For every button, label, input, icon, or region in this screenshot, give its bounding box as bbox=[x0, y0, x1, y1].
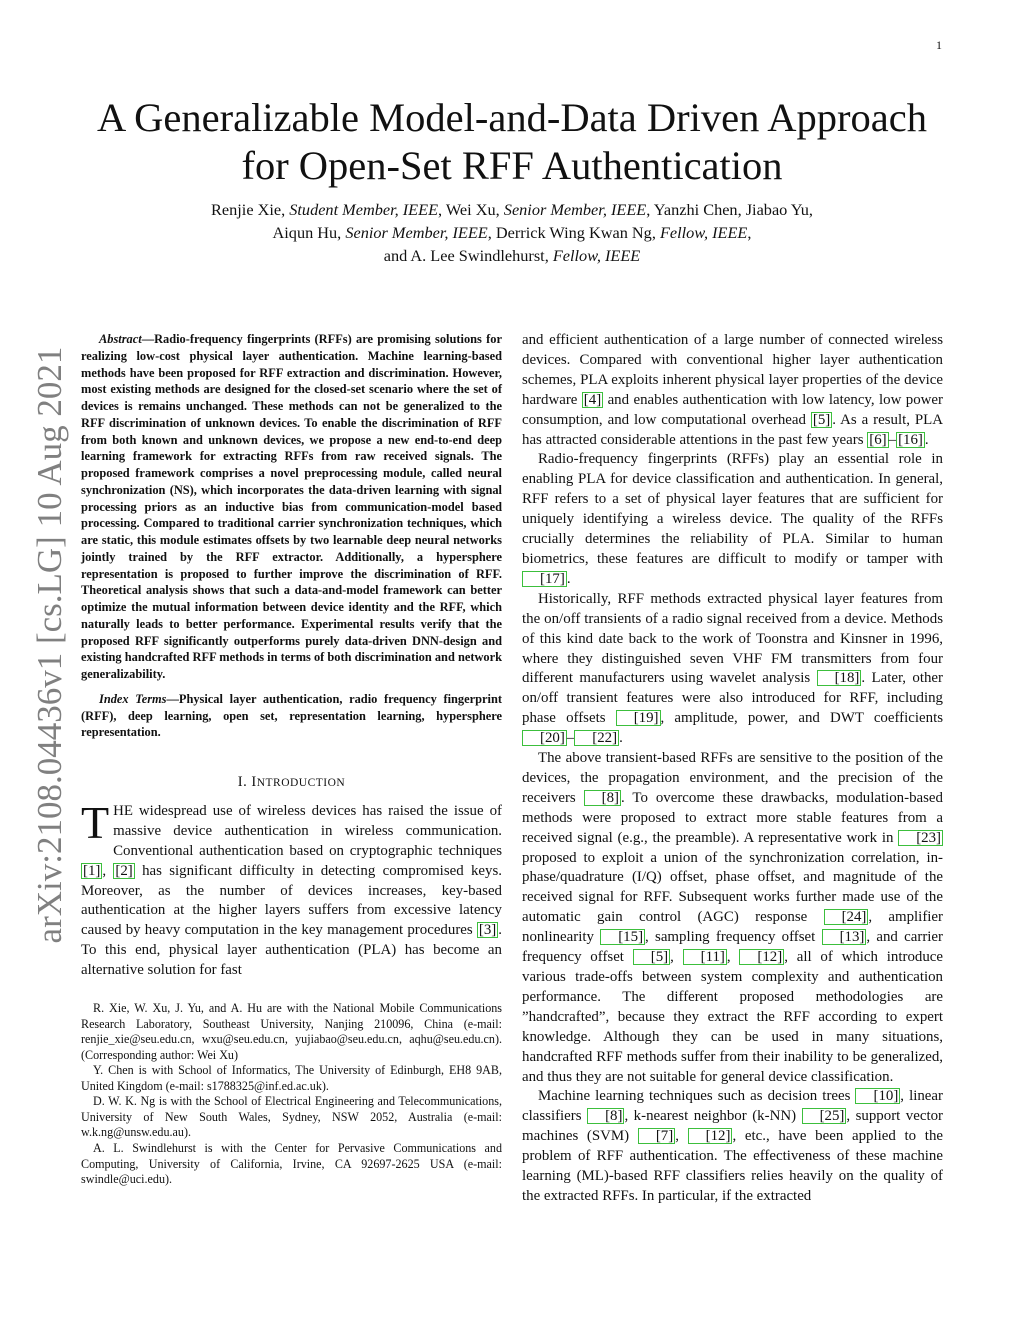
page-number: 1 bbox=[936, 38, 942, 52]
author-line-2: Aiqun Hu, Senior Member, IEEE, Derrick Wing Kwan Ng, Fellow, IEEE, bbox=[272, 223, 752, 242]
abstract-label: Abstract bbox=[99, 332, 142, 346]
body-paragraph: Machine learning techniques such as decision trees [10] , linear classifiers [8] , k-nearest neighbor (k-NN) [25] , support vector machines (SVM) [7] , [12] , etc., have been applied to the problem of RFF authentication. The effectiveness of these machine learning (ML)-based RFF classifiers relies heavily on the quality of the extracted RFFs. In particular, if the extracted bbox=[522, 1088, 944, 1204]
citation-link[interactable]: [5] bbox=[633, 949, 670, 965]
arxiv-stamp-container bbox=[22, 345, 82, 945]
citation-link[interactable]: [2] bbox=[115, 862, 133, 879]
footnote: A. L. Swindlehurst is with the Center for Pervasive Communications and Computing, University of California, Irvine, CA 92697-2625 USA (e-mail: swindle@uci.edu). bbox=[81, 1140, 502, 1187]
citation-link[interactable]: [18] bbox=[817, 670, 862, 686]
citation-link[interactable]: [5] bbox=[812, 411, 831, 428]
abstract-text: —Radio-frequency fingerprints (RFFs) are promising solutions for realizing low-cost physical layer authentication. Machine learning-based methods have been proposed for RFF extraction and discrimination. However, most existing methods are designed for the closed-set scenario where the set of devices is remains unchanged. These methods can not be generalized to the RFF discrimination of unknown devices. To enable the discrimination of RFF from both known and unknown devices, we propose a new end-to-end deep learning framework for extracting RFFs from raw received signals. The proposed framework comprises a novel preprocessing module, called neural synchronization (NS), which incorporates the data-driven learning with signal processing priors as an inductive bias from communication-model based processing. Compared to traditional carrier synchronization techniques, which are static, this module estimates offsets by two learnable deep neural networks jointly trained by the RFF extractor. Additionally, a hypersphere representation is proposed to further improve the discrimination of RFF. Theoretical analysis shows that such a data-and-model framework can better optimize the mutual information between device identity and the RFF, which naturally leads to better performance. Experimental results verify that the proposed RFF significantly outperforms purely data-driven DNN-design and existing handcrafted RFF methods in terms of both discrimination and network generalizability. bbox=[81, 332, 502, 681]
left-column bbox=[81, 331, 502, 1188]
citation-link[interactable]: [19] bbox=[616, 710, 661, 726]
footnotes bbox=[81, 1001, 502, 1188]
citation-link[interactable]: [24] bbox=[824, 909, 869, 925]
citation-link[interactable]: [23] bbox=[898, 830, 943, 846]
abstract bbox=[81, 331, 502, 683]
citation-link[interactable]: [8] bbox=[587, 1108, 624, 1124]
body-paragraph: and efficient authentication of a large number of connected wireless devices. Compared with conventional higher layer authentication schemes, PLA exploits inherent physical layer properties of the device hardware [4] and enables authentication with low latency, low power consumption, and low computational overhead [5] . As a result, PLA has attracted considerable attentions in the past few years [6] – [16] . bbox=[522, 332, 943, 448]
arxiv-stamp: arXiv:2108.04436v1 [cs.LG] 10 Aug 2021 bbox=[30, 346, 69, 944]
drop-cap: T bbox=[81, 796, 110, 848]
author-line-1: Renjie Xie, Student Member, IEEE, Wei Xu, Senior Member, IEEE, Yanzhi Chen, Jiabao Yu, bbox=[211, 200, 813, 219]
citation-link[interactable]: [25] bbox=[802, 1108, 847, 1124]
citation-link[interactable]: [20] bbox=[522, 730, 567, 746]
citation-link[interactable]: [22] bbox=[574, 730, 619, 746]
citation-link[interactable]: [8] bbox=[584, 790, 621, 806]
citation-link[interactable]: [12] bbox=[739, 949, 784, 965]
index-terms-text: —Physical layer authentication, radio frequency fingerprint (RFF), deep learning, open set, representation learning, hypersphere representation. bbox=[81, 691, 502, 740]
body-paragraph: Radio-frequency fingerprints (RFFs) play an essential role in enabling PLA for device classification and authentication. In general, RFF refers to a set of physical layer features that are sufficient for uniquely identifying a wireless device. The quality of the RFFs crucially determines the reliability of PLA. Similar to human biometrics, these features are difficult to modify or tamper with [17] . bbox=[522, 451, 943, 587]
citation-link[interactable]: [16] bbox=[898, 431, 923, 448]
index-terms-label: Index Terms bbox=[99, 691, 167, 706]
citation-link[interactable]: [4] bbox=[583, 391, 602, 408]
citation-link[interactable]: [3] bbox=[478, 922, 497, 939]
footnote: Y. Chen is with School of Informatics, The University of Edinburgh, EH8 9AB, United Kingdom (e-mail: s1788325@inf.ed.ac.uk). bbox=[81, 1063, 502, 1093]
body-paragraph: Historically, RFF methods extracted physical layer features from the on/off transients of a radio signal received from a device. Methods of this kind date back to the work of Toonstra and Kinsner in 1996, where they distinguished seven VHF FM transmitters from four different manufacturers using wavelet analysis [18] . Later, other on/off transient features were also introduced for RFF, including phase offsets [19] , amplitude, power, and DWT coefficients [20] – [22] . bbox=[522, 590, 944, 747]
author-list bbox=[60, 198, 964, 267]
title-line-2: for Open-Set RFF Authentication bbox=[241, 143, 783, 188]
intro-paragraph: THE widespread use of wireless devices has raised the issue of massive device authentication in wireless communication. Conventional authentication based on cryptographic techniques [1] , [2] has significant difficulty in detecting compromised keys. Moreover, as the number of devices increases, key-based authentication at the higher layers suffers from excessive latency caused by heavy computation in the key management procedures [3] . To this end, physical layer authentication (PLA) has become an alternative solution for fast bbox=[81, 796, 502, 979]
paper-title bbox=[60, 94, 964, 190]
right-column bbox=[522, 331, 943, 1207]
citation-link[interactable]: [7] bbox=[638, 1128, 675, 1144]
index-terms bbox=[81, 691, 502, 741]
citation-link[interactable]: [10] bbox=[855, 1088, 900, 1104]
citation-link[interactable]: [12] bbox=[688, 1128, 733, 1144]
citation-link[interactable]: [11] bbox=[683, 949, 727, 965]
body-paragraph: The above transient-based RFFs are sensitive to the position of the devices, the propagation environment, and the precision of the receivers [8] . To overcome these drawbacks, modulation-based methods were proposed to extract more stable features from a received signal (e.g., the preamble). A representative work in [23] proposed to exploit a union of the synchronization correlation, in-phase/quadrature (I/Q) offset, phase offset, and magnitude of the received signal for RFF. Subsequent works further made use of the automatic gain control (AGC) response [24] , amplifier nonlinearity [15] , sampling frequency offset [13] , and carrier frequency offset [5] , [11] , [12] , all of which introduce various trade-offs between system complexity and authentication performance. The different proposed methodologies are ”handcrafted”, because they extract the RFF according to expert knowledge. Although they can be used in many situations, handcrafted RFF methods suffer from their inability to be generalized, and thus they are not suitable for general device classification. bbox=[522, 750, 943, 1085]
section-heading: I. INTRODUCTION bbox=[237, 774, 346, 790]
citation-link[interactable]: [15] bbox=[600, 929, 645, 945]
citation-link[interactable]: [1] bbox=[83, 862, 101, 879]
author-line-3: and A. Lee Swindlehurst, Fellow, IEEE bbox=[383, 246, 641, 265]
title-line-1: A Generalizable Model-and-Data Driven Approach bbox=[97, 95, 927, 140]
footnote: D. W. K. Ng is with the School of Electrical Engineering and Telecommunications, University of New South Wales, Sydney, NSW 2052, Australia (e-mail: w.k.ng@unsw.edu.au). bbox=[81, 1094, 502, 1140]
citation-link[interactable]: [17] bbox=[522, 571, 567, 587]
citation-link[interactable]: [6] bbox=[869, 431, 887, 448]
citation-link[interactable]: [13] bbox=[822, 929, 867, 945]
footnote: R. Xie, W. Xu, J. Yu, and A. Hu are with the National Mobile Communications Research Laboratory, Southeast University, Nanjing 210096, China (e-mail: renjie_xie@seu.edu.cn, wxu@seu.edu.cn, yujiabao@seu.edu.cn, aqhu@seu.edu.cn).(Corresponding author: Wei Xu) bbox=[81, 1001, 502, 1062]
